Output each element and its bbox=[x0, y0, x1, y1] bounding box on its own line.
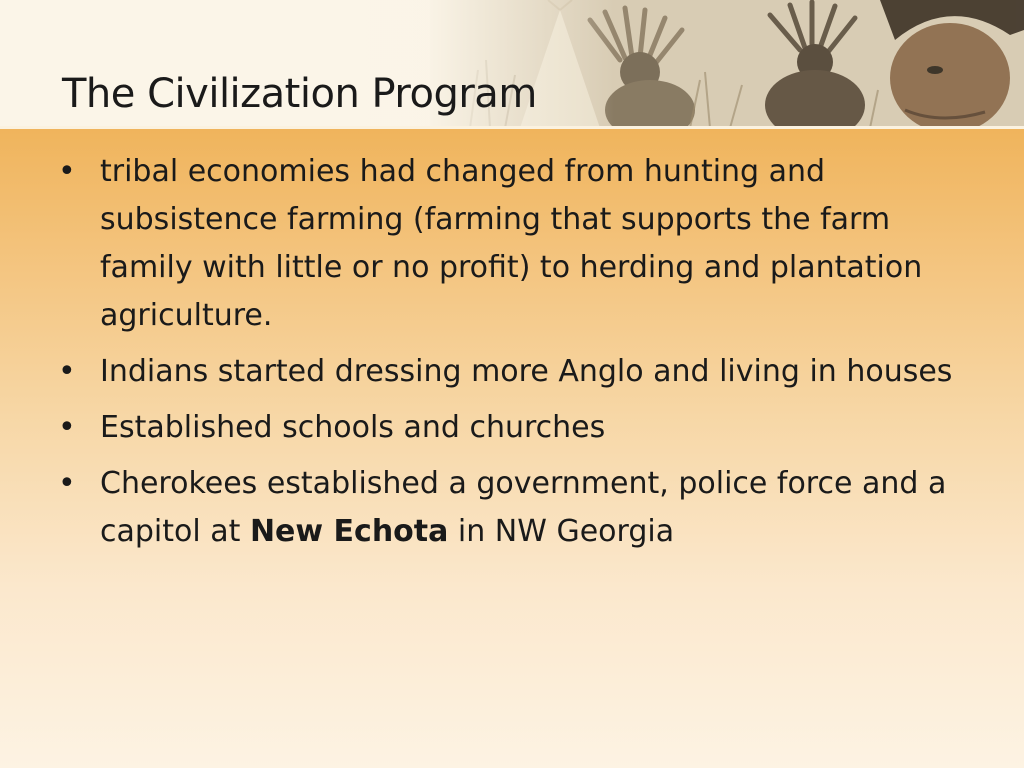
bullet-list bbox=[58, 148, 958, 564]
bullet-item bbox=[58, 148, 958, 340]
bullet-dot-icon: • bbox=[58, 154, 76, 189]
bullet-dot-icon: • bbox=[58, 410, 76, 445]
bullet-text: Established schools and churches bbox=[100, 410, 606, 445]
bullet-text: tribal economies had changed from hunting and subsistence farming (farming that supports the farm family with little or no profit) to herding and plantation agriculture. bbox=[100, 154, 923, 333]
bullet-dot-icon: • bbox=[58, 466, 76, 501]
bullet-item bbox=[58, 404, 958, 452]
bullet-text-after: in NW Georgia bbox=[448, 514, 675, 549]
bullet-dot-icon: • bbox=[58, 354, 76, 389]
bullet-item bbox=[58, 348, 958, 396]
new-echota-emphasis: New Echota bbox=[249, 514, 449, 549]
header-banner bbox=[0, 0, 1024, 128]
bullet-text-before: Cherokees established a government, police force and a capitol at bbox=[100, 466, 947, 549]
bullet-item bbox=[58, 460, 958, 556]
bullet-text bbox=[100, 466, 946, 549]
bullet-text: Indians started dressing more Anglo and living in houses bbox=[100, 354, 953, 389]
slide-title: The Civilization Program bbox=[62, 71, 537, 117]
